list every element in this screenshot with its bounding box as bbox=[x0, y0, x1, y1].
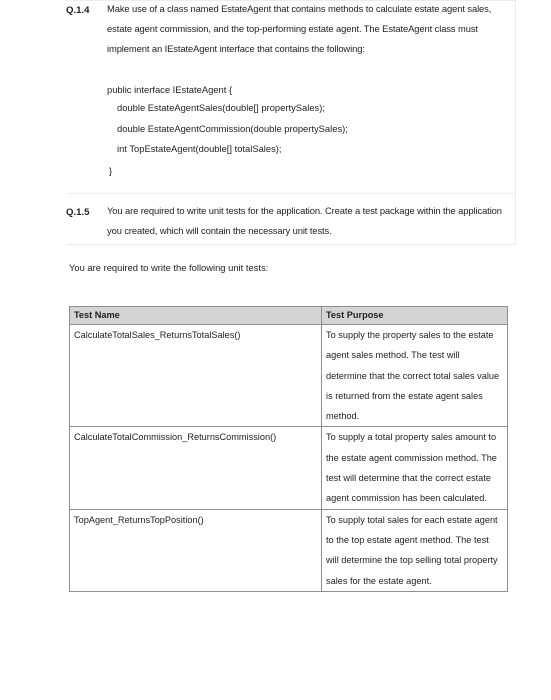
test-name-cell: CalculateTotalSales_ReturnsTotalSales() bbox=[70, 325, 322, 427]
header-test-purpose: Test Purpose bbox=[322, 307, 508, 325]
test-name-cell: TopAgent_ReturnsTopPosition() bbox=[70, 509, 322, 591]
code-line-4: int TopEstateAgent(double[] totalSales); bbox=[117, 143, 282, 154]
unit-tests-table bbox=[69, 306, 508, 592]
test-purpose-cell: To supply the property sales to the estate agent sales method. The test will determine that the correct total sales value is returned from the estate agent sales method. bbox=[322, 325, 508, 427]
section-divider-line-2 bbox=[66, 244, 516, 245]
code-line-3: double EstateAgentCommission(double propertySales); bbox=[117, 123, 348, 134]
test-purpose-cell: To supply a total property sales amount to the estate agent commission method. The test will determine that the correct estate agent commission has been calculated. bbox=[322, 427, 508, 509]
table-row bbox=[70, 325, 508, 427]
table-header-row bbox=[70, 307, 508, 325]
table-row bbox=[70, 427, 508, 509]
question-text-q15: You are required to write unit tests for the application. Create a test package within the application you created, which will contain the necessary unit tests. bbox=[107, 205, 502, 236]
code-line-2: double EstateAgentSales(double[] propertySales); bbox=[117, 102, 325, 113]
header-test-name: Test Name bbox=[70, 307, 322, 325]
question-text-q14: Make use of a class named EstateAgent that contains methods to calculate estate agent sales, estate agent commission, and the top-performing estate agent. The EstateAgent class must implement an IEstateAgent interface that contains the following: bbox=[107, 3, 492, 54]
question-number-q15: Q.1.5 bbox=[66, 207, 90, 218]
test-purpose-cell: To supply total sales for each estate agent to the top estate agent method. The test will determine the top selling total property sales for the estate agent. bbox=[322, 509, 508, 591]
right-edge-line bbox=[515, 0, 516, 245]
test-name-cell: CalculateTotalCommission_ReturnsCommission() bbox=[70, 427, 322, 509]
section-divider-line bbox=[66, 193, 516, 194]
question-number-q14: Q.1.4 bbox=[66, 5, 90, 16]
unit-tests-intro: You are required to write the following unit tests: bbox=[69, 262, 269, 273]
code-line-1: public interface IEstateAgent { bbox=[107, 84, 233, 95]
table-row bbox=[70, 509, 508, 591]
code-line-5: } bbox=[109, 165, 113, 176]
